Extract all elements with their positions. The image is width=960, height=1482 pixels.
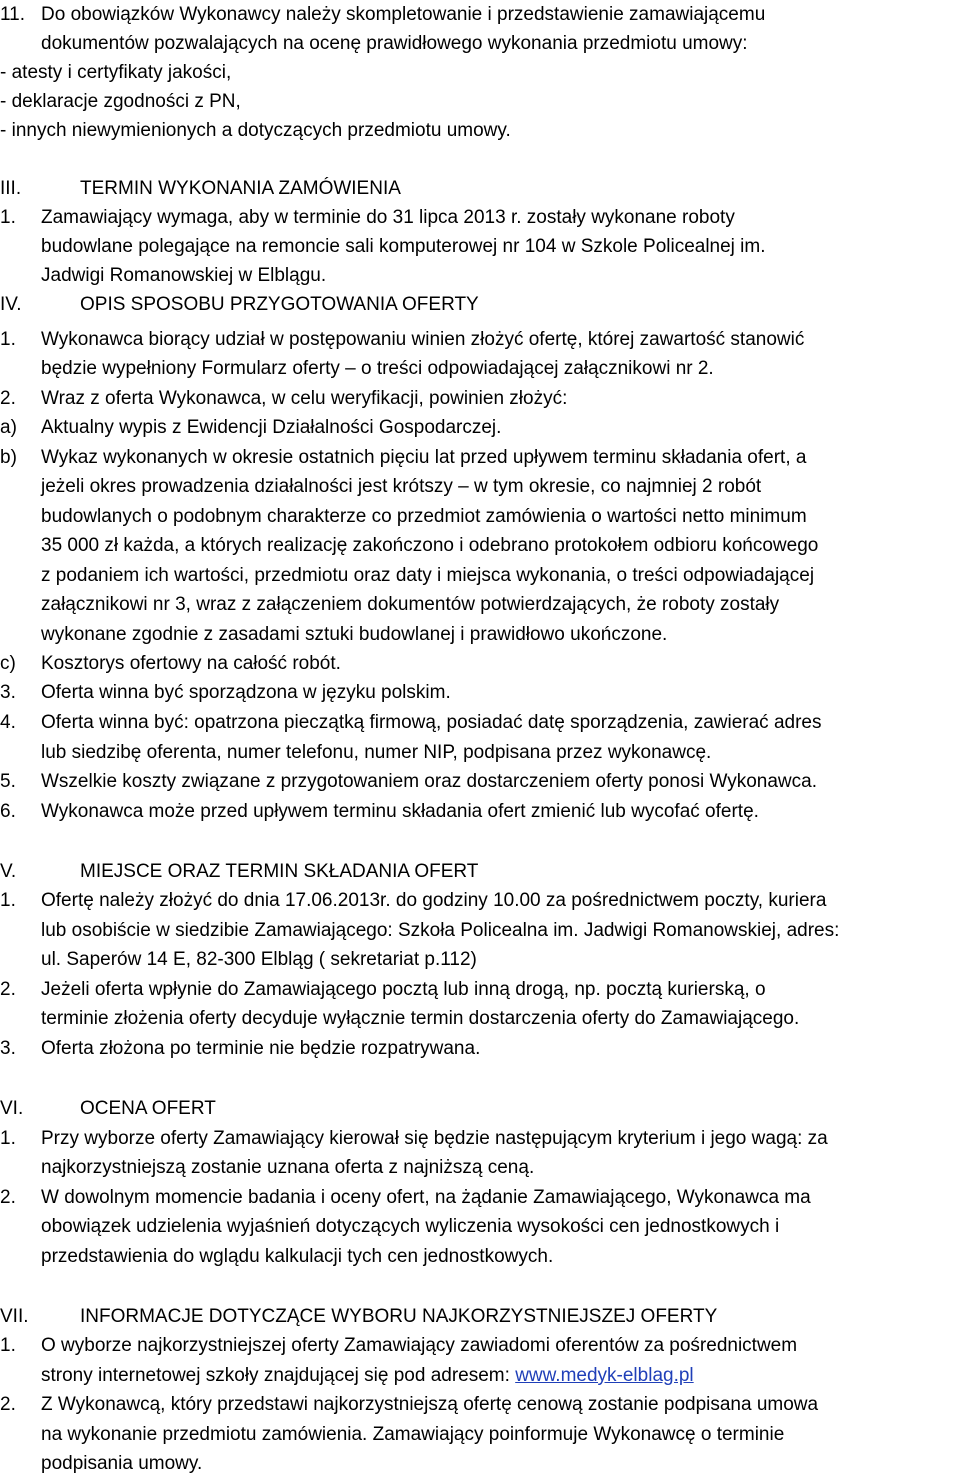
item-text: jeżeli okres prowadzenia działalności jest krótszy – w tym okresie, co najmniej 2 robót	[41, 476, 762, 497]
item-text: wykonane zgodnie z zasadami sztuki budowlanej i prawidłowo ukończone.	[41, 624, 668, 645]
item-text: W dowolnym momencie badania i oceny ofert, na żądanie Zamawiającego, Wykonawca ma	[41, 1187, 811, 1208]
item-text: Oferta winna być sporządzona w języku polskim.	[41, 682, 451, 703]
item-text: Do obowiązków Wykonawcy należy skompletowanie i przedstawienie zamawiającemu	[41, 4, 766, 25]
section-number: III.	[0, 178, 22, 199]
list-item	[0, 797, 960, 826]
list-item	[0, 678, 960, 707]
list-item	[0, 975, 960, 1004]
section-heading-vii	[0, 1302, 960, 1331]
item-text: Wykonawca może przed upływem terminu składania ofert zmienić lub wycofać ofertę.	[41, 801, 759, 822]
list-item	[0, 1124, 960, 1153]
item-text: strony internetowej szkoły znajdującej się pod adresem:	[41, 1365, 516, 1386]
item-number: 11.	[0, 4, 26, 25]
item-text: obowiązek udzielenia wyjaśnień dotyczących wyliczenia wysokości cen jednostkowych i	[41, 1216, 780, 1237]
bullet-text: - innych niewymienionych a dotyczących przedmiotu umowy.	[0, 120, 511, 141]
list-item	[0, 886, 960, 915]
item-text: Przy wyborze oferty Zamawiający kierował się będzie następującym kryterium i jego wagą: za	[41, 1128, 828, 1149]
sub-item-continuation	[0, 502, 960, 531]
item-number: 5.	[0, 771, 16, 792]
item-text: budowlane polegające na remoncie sali komputerowej nr 104 w Szkole Policealnej im.	[41, 236, 766, 257]
item-number: 4.	[0, 712, 16, 733]
sub-item-continuation	[0, 620, 960, 649]
section-title: MIEJSCE ORAZ TERMIN SKŁADANIA OFERT	[80, 861, 479, 882]
item-text: lub siedzibę oferenta, numer telefonu, numer NIP, podpisana przez wykonawcę.	[41, 742, 712, 763]
item-text: przedstawienia do wglądu kalkulacji tych cen jednostkowych.	[41, 1246, 554, 1267]
list-item-continuation	[0, 232, 960, 261]
item-text: najkorzystniejszą zostanie uznana oferta z najniższą ceną.	[41, 1157, 535, 1178]
item-number: 2.	[0, 1394, 16, 1415]
sub-item-continuation	[0, 561, 960, 590]
item-number: 1.	[0, 329, 16, 350]
item-text: Zamawiający wymaga, aby w terminie do 31 lipca 2013 r. zostały wykonane roboty	[41, 207, 735, 228]
item-text: Wszelkie koszty związane z przygotowaniem oraz dostarczeniem oferty ponosi Wykonawca.	[41, 771, 817, 792]
list-item	[0, 767, 960, 796]
sub-item	[0, 413, 960, 442]
section-heading-vi	[0, 1094, 960, 1123]
item-text: Wykaz wykonanych w okresie ostatnich pięciu lat przed upływem terminu składania ofert, a	[41, 447, 807, 468]
item-text: 35 000 zł każda, a których realizację zakończono i odebrano protokołem odbioru końcowego	[41, 535, 819, 556]
item-text: Z Wykonawcą, który przedstawi najkorzystniejszą ofertę cenową zostanie podpisana umowa	[41, 1394, 819, 1415]
list-item	[0, 1390, 960, 1419]
section-number: VII.	[0, 1306, 29, 1327]
item-text: terminie złożenia oferty decyduje wyłącznie termin dostarczenia oferty do Zamawiającego.	[41, 1008, 800, 1029]
item-text: Jadwigi Romanowskiej w Elblągu.	[41, 265, 327, 286]
item-text: podpisania umowy.	[41, 1453, 203, 1474]
list-item	[0, 708, 960, 737]
item-text: budowlanych o podobnym charakterze co przedmiot zamówienia o wartości netto minimum	[41, 506, 807, 527]
item-text: Aktualny wypis z Ewidencji Działalności Gospodarczej.	[41, 417, 502, 438]
item-number: 1.	[0, 1128, 16, 1149]
item-text: dokumentów pozwalających na ocenę prawidłowego wykonania przedmiotu umowy:	[41, 33, 748, 54]
item-number: 2.	[0, 388, 16, 409]
bullet-line	[0, 58, 960, 87]
item-number: 1.	[0, 890, 16, 911]
list-item-continuation	[0, 1153, 960, 1182]
item-text: Wraz z oferta Wykonawca, w celu weryfikacji, powinien złożyć:	[41, 388, 568, 409]
bullet-text: - atesty i certyfikaty jakości,	[0, 62, 232, 83]
sub-item-continuation	[0, 590, 960, 619]
item-text: lub osobiście w siedzibie Zamawiającego: Szkoła Policealna im. Jadwigi Romanowskiej, adres:	[41, 920, 840, 941]
school-website-link[interactable]: www.medyk-elblag.pl	[515, 1365, 694, 1386]
list-item-continuation	[0, 354, 960, 383]
item-text: z podaniem ich wartości, przedmiotu oraz daty i miejsca wykonania, o treści odpowiadającej	[41, 565, 815, 586]
list-item	[0, 1183, 960, 1212]
item-11-line-1	[0, 0, 960, 29]
sub-item-continuation	[0, 472, 960, 501]
list-item-continuation	[0, 1242, 960, 1271]
list-item-continuation	[0, 261, 960, 290]
section-number: IV.	[0, 294, 22, 315]
item-number: 1.	[0, 207, 16, 228]
list-item-continuation	[0, 1361, 960, 1390]
item-number: 2.	[0, 979, 16, 1000]
sub-item	[0, 443, 960, 472]
item-letter: b)	[0, 447, 17, 468]
item-text: Kosztorys ofertowy na całość robót.	[41, 653, 341, 674]
item-number: 6.	[0, 801, 16, 822]
item-text-with-link	[41, 1361, 694, 1390]
section-title: INFORMACJE DOTYCZĄCE WYBORU NAJKORZYSTNIEJSZEJ OFERTY	[80, 1306, 718, 1327]
sub-item-continuation	[0, 531, 960, 560]
section-heading-iii	[0, 174, 960, 203]
item-text: Oferta złożona po terminie nie będzie rozpatrywana.	[41, 1038, 481, 1059]
item-text: Wykonawca biorący udział w postępowaniu winien złożyć ofertę, której zawartość stanowić	[41, 329, 805, 350]
section-number: V.	[0, 861, 17, 882]
bullet-line	[0, 116, 960, 145]
sub-item	[0, 649, 960, 678]
list-item	[0, 384, 960, 413]
item-number: 3.	[0, 1038, 16, 1059]
item-number: 1.	[0, 1335, 16, 1356]
list-item-continuation	[0, 945, 960, 974]
item-text: na wykonanie przedmiotu zamówienia. Zamawiający poinformuje Wykonawcę o terminie	[41, 1424, 785, 1445]
item-text: załącznikowi nr 3, wraz z załączeniem dokumentów potwierdzających, że roboty zostały	[41, 594, 780, 615]
list-item	[0, 325, 960, 354]
item-11-line-2	[0, 29, 960, 58]
item-letter: a)	[0, 417, 17, 438]
list-item-continuation	[0, 916, 960, 945]
list-item-continuation	[0, 1004, 960, 1033]
item-letter: c)	[0, 653, 16, 674]
item-text: będzie wypełniony Formularz oferty – o treści odpowiadającej załącznikowi nr 2.	[41, 358, 714, 379]
list-item-continuation	[0, 1212, 960, 1241]
list-item	[0, 203, 960, 232]
section-number: VI.	[0, 1098, 24, 1119]
list-item	[0, 1034, 960, 1063]
list-item	[0, 1331, 960, 1360]
bullet-line	[0, 87, 960, 116]
list-item-continuation	[0, 738, 960, 767]
list-item-continuation	[0, 1420, 960, 1449]
bullet-text: - deklaracje zgodności z PN,	[0, 91, 241, 112]
section-title: TERMIN WYKONANIA ZAMÓWIENIA	[80, 178, 401, 199]
list-item-continuation	[0, 1449, 960, 1478]
section-title: OPIS SPOSOBU PRZYGOTOWANIA OFERTY	[80, 294, 479, 315]
item-number: 3.	[0, 682, 16, 703]
section-heading-iv	[0, 290, 960, 319]
item-number: 2.	[0, 1187, 16, 1208]
section-heading-v	[0, 857, 960, 886]
section-title: OCENA OFERT	[80, 1098, 216, 1119]
item-text: Ofertę należy złożyć do dnia 17.06.2013r. do godziny 10.00 za pośrednictwem poczty, kuriera	[41, 890, 827, 911]
item-text: Jeżeli oferta wpłynie do Zamawiającego pocztą lub inną drogą, np. pocztą kurierską, o	[41, 979, 766, 1000]
item-text: Oferta winna być: opatrzona pieczątką firmową, posiadać datę sporządzenia, zawierać adres	[41, 712, 822, 733]
item-text: O wyborze najkorzystniejszej oferty Zamawiający zawiadomi oferentów za pośrednictwem	[41, 1335, 798, 1356]
item-text: ul. Saperów 14 E, 82-300 Elbląg ( sekretariat p.112)	[41, 949, 477, 970]
